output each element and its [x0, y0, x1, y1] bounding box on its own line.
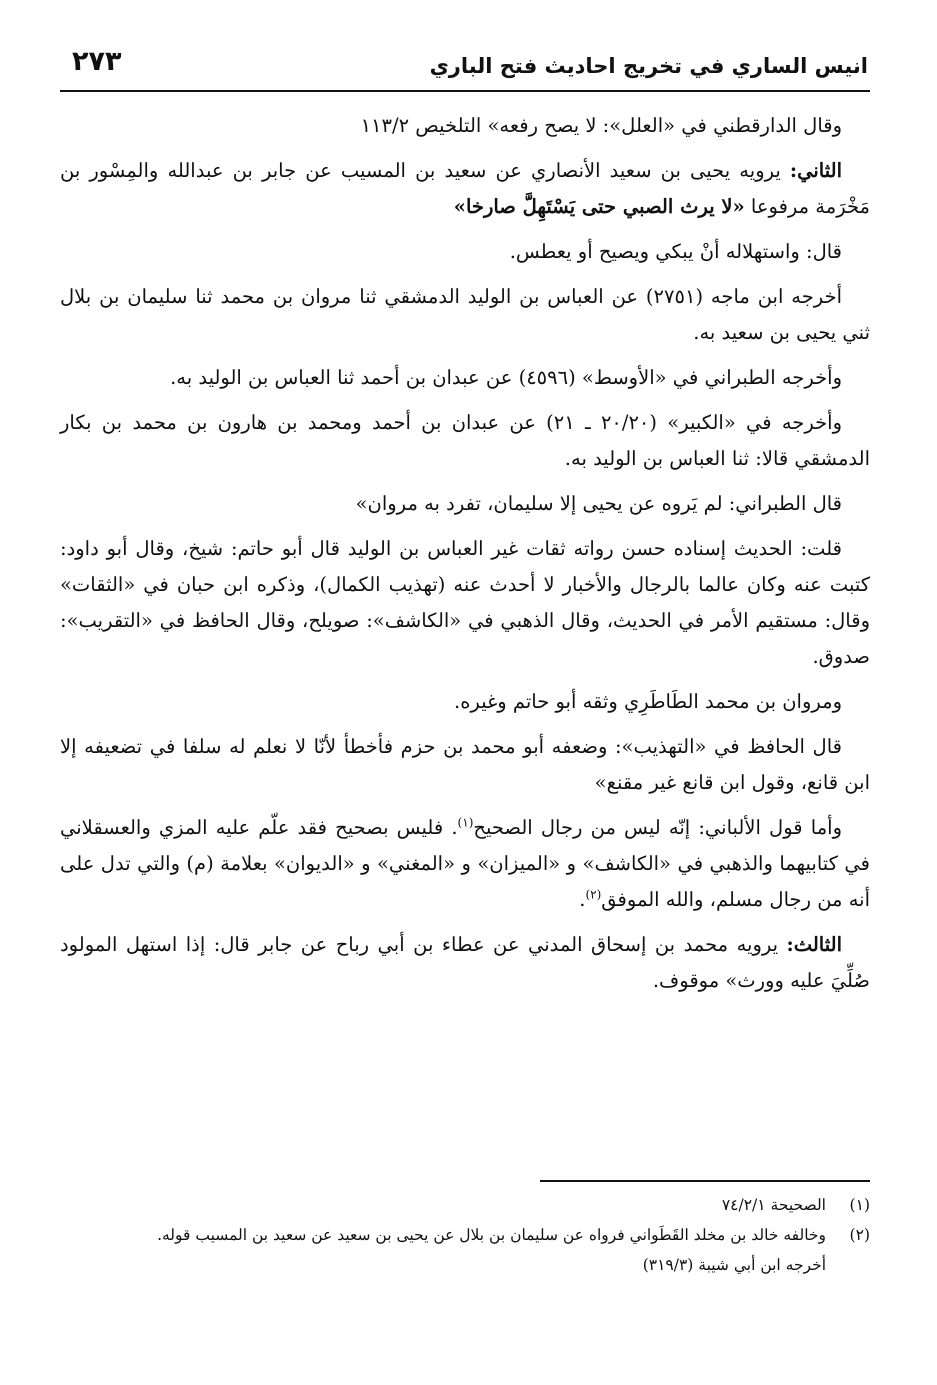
footnote-text: وخالفه خالد بن مخلد القَطَواني فرواه عن سليمان بن بلال عن يحيى بن سعيد عن سعيد بن المسيب قوله.: [157, 1226, 826, 1244]
hadith-text: «لا يرث الصبي حتى يَسْتَهِلَّ صارخا»: [453, 195, 745, 218]
paragraph: ومروان بن محمد الطَاطَرِي وثقه أبو حاتم وغيره.: [454, 690, 842, 713]
paragraph: الثالث: يرويه محمد بن إسحاق المدني عن عطاء بن أبي رباح عن جابر قال: إذا استهل المولود صُلِّيَ عليه وورث» موقوف.: [60, 933, 870, 992]
footnote: [60, 1190, 870, 1220]
paragraph: الثاني: يرويه يحيى بن سعيد الأنصاري عن سعيد بن المسيب عن جابر بن عبدالله والمِسْور بن مَخْرَمة مرفوعا «لا يرث الصبي حتى يَسْتَهِلَّ صارخا»: [60, 159, 870, 218]
footnotes: [60, 1190, 870, 1280]
paragraph: وأما قول الألباني: إنّه ليس من رجال الصحيح$^{(١)}$. فليس بصحيح فقد علّم عليه المزي والعسقلاني في كتابيهما والذهبي في «الكاشف» و «الميزان» و «المغني» و «الديوان» بعلامة (م) والتي تدل على أنه من رجال مسلم، والله الموفق$^{(٢)}$.: [60, 815, 870, 911]
paragraph: أخرجه ابن ماجه (٢٧٥١) عن العباس بن الوليد الدمشقي ثنا مروان بن محمد ثنا سليمان بن بلال ثني يحيى بن سعيد به.: [60, 285, 870, 344]
footnote-ref: (١): [457, 815, 474, 830]
paragraph: قال الطبراني: لم يَروه عن يحيى إلا سليمان، تفرد به مروان»: [355, 492, 842, 515]
section-lead: الثاني:: [789, 159, 842, 182]
paragraph: وأخرجه في «الكبير» (٢٠/٢٠ ـ ٢١) عن عبدان بن أحمد ومحمد بن هارون بن محمد بن بكار الدمشقي قالا: ثنا العباس بن الوليد به.: [60, 411, 870, 470]
paragraph: قال الحافظ في «التهذيب»: وضعفه أبو محمد بن حزم فأخطأ لأنّا لا نعلم له سلفا في تضعيفه إلا ابن قانع، وقول ابن قانع غير مقنع»: [60, 735, 870, 794]
footnote-continuation: أخرجه ابن أبي شيبة (٣١٩/٣): [642, 1256, 826, 1274]
paragraph: وأخرجه الطبراني في «الأوسط» (٤٥٩٦) عن عبدان بن أحمد ثنا العباس بن الوليد به.: [170, 366, 842, 389]
main-text: [60, 108, 870, 1008]
paragraph: وقال الدارقطني في «العلل»: لا يصح رفعه» التلخيص ١١٣/٢: [360, 114, 842, 137]
section-lead: الثالث:: [786, 933, 842, 956]
page-number: ٢٧٣: [72, 46, 122, 77]
footnote-text: الصحيحة ٧٤/٢/١: [721, 1196, 826, 1214]
paragraph: قلت: الحديث إسناده حسن رواته ثقات غير العباس بن الوليد قال أبو حاتم: شيخ، وقال أبو داود: كتبت عنه وكان عالما بالرجال والأخبار لا أحدث عنه (تهذيب الكمال)، وذكره ابن حبان في «الثقات» وقال: مستقيم الأمر في الحديث، وقال الذهبي في «الكاشف»: صويلح، وقال الحافظ في «التقريب»: صدوق.: [60, 537, 870, 668]
running-title: انيس الساري في تخريج احاديث فتح الباري: [429, 54, 868, 78]
footnote-separator: [540, 1180, 870, 1182]
page-header: [60, 40, 870, 92]
footnote-number: (١): [849, 1196, 870, 1214]
paragraph: قال: واستهلاله أنْ يبكي ويصيح أو يعطس.: [509, 240, 842, 263]
footnote-ref: (٢): [585, 887, 602, 902]
footnote-number: (٢): [849, 1226, 870, 1244]
footnote: [60, 1220, 870, 1250]
